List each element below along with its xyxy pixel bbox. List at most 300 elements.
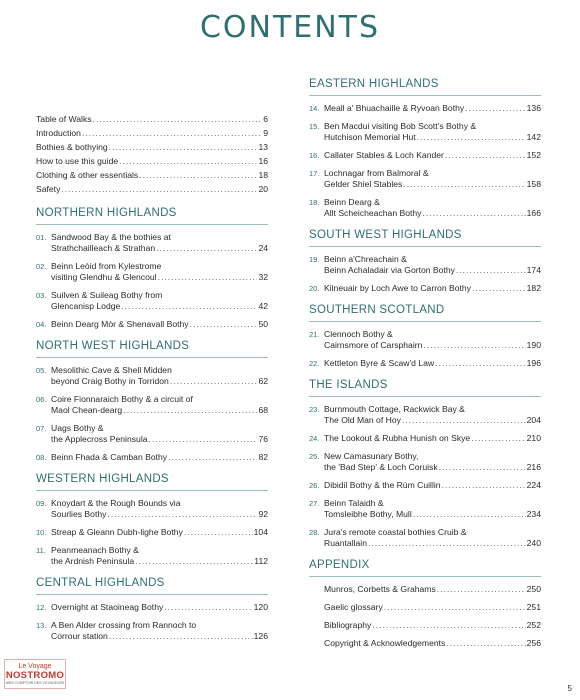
entry-title-line: Clennoch Bothy & (324, 329, 393, 339)
entry-body (36, 142, 268, 153)
dot-leader (439, 462, 526, 473)
front-matter-list (36, 114, 268, 195)
entry-title-line: Uags Bothy & (51, 423, 104, 433)
entry-number: 13. (36, 621, 47, 630)
entry-page: 142 (526, 132, 541, 142)
entry-title: Beinn Achaladair via Gorton Bothy (324, 265, 455, 275)
entry-leader-line (324, 132, 541, 143)
entry-page: 158 (526, 179, 541, 189)
toc-entry (36, 365, 268, 387)
section-heading: SOUTHERN SCOTLAND (309, 304, 541, 322)
entry-body (324, 329, 541, 351)
toc-entry (36, 423, 268, 445)
entry-page: 92 (258, 509, 268, 519)
dot-leader (417, 132, 526, 143)
entry-leader-line (36, 142, 268, 153)
entry-number: 03. (36, 291, 47, 300)
entry-leader-line (51, 243, 268, 254)
entry-title: Dibidil Bothy & the Rùm Cuillin (324, 480, 441, 490)
toc-entry (36, 545, 268, 567)
entry-page: 152 (526, 150, 541, 160)
entry-number: 07. (36, 424, 47, 433)
entry-body (51, 394, 268, 416)
entry-page: 42 (258, 301, 268, 311)
entry-leader-line (324, 620, 541, 631)
section-heading: CENTRAL HIGHLANDS (36, 577, 268, 595)
dot-leader (168, 452, 257, 463)
entry-leader-line (324, 265, 541, 276)
entry-title: Beinn Dearg Mòr & Shenavall Bothy (51, 319, 189, 329)
dot-leader (119, 156, 257, 167)
entry-body (324, 620, 541, 631)
toc-entry (309, 498, 541, 520)
entry-title: visiting Glendhu & Glencoul (51, 272, 157, 282)
entry-body (51, 545, 268, 567)
toc-entry (309, 358, 541, 369)
entry-page: 126 (253, 631, 268, 641)
entry-title: Munros, Corbetts & Grahams (324, 584, 436, 594)
dot-leader (184, 527, 253, 538)
entry-page: 190 (526, 340, 541, 350)
toc-entry (309, 283, 541, 294)
toc-entry (36, 394, 268, 416)
entry-body (51, 290, 268, 312)
entry-leader-line (36, 184, 268, 195)
entry-body (324, 602, 541, 613)
dot-leader (107, 509, 257, 520)
entry-number (309, 584, 324, 595)
entry-page: 18 (258, 170, 268, 180)
entry-body (51, 423, 268, 445)
toc-entry (309, 602, 541, 613)
entry-title-line: Ben Macdui visiting Bob Scott's Bothy & (324, 121, 477, 131)
toc-entry (309, 480, 541, 491)
entry-title: Bothies & bothying (36, 142, 108, 152)
entry-body (51, 261, 268, 283)
entry-title: beyond Craig Bothy in Torridon (51, 376, 169, 386)
toc-entry (309, 638, 541, 649)
entry-title-line: Knoydart & the Rough Bounds via (51, 498, 181, 508)
front-matter-entry (36, 170, 268, 181)
entry-leader-line (51, 301, 268, 312)
dot-leader (472, 283, 526, 294)
entry-page: 256 (526, 638, 541, 648)
entry-page: 251 (526, 602, 541, 612)
sections-left (36, 207, 268, 642)
entry-body (324, 168, 541, 190)
toc-entry (309, 254, 541, 276)
toc-entry (36, 232, 268, 254)
entry-page: 210 (526, 433, 541, 443)
entry-title: Cairnsmore of Carsphairn (324, 340, 423, 350)
toc-entry (36, 319, 268, 330)
entry-title: Maol Chean-dearg (51, 405, 123, 415)
dot-leader (149, 434, 258, 445)
entry-title-line: Beinn Talaidh & (324, 498, 384, 508)
entry-body (324, 197, 541, 219)
entry-page: 234 (526, 509, 541, 519)
entry-title: Hutchison Memorial Hut (324, 132, 416, 142)
dot-leader (158, 272, 258, 283)
entry-number: 27. (309, 499, 320, 508)
entry-body (324, 584, 541, 595)
entry-page: 9 (263, 128, 268, 138)
entry-body (324, 433, 541, 444)
entry-leader-line (36, 156, 268, 167)
entry-page: 62 (258, 376, 268, 386)
entry-page: 32 (258, 272, 268, 282)
entry-title: Table of Walks (36, 114, 92, 124)
entry-page: 6 (263, 114, 268, 124)
entry-body (324, 498, 541, 520)
entry-body (51, 498, 268, 520)
entry-number: 11. (36, 546, 46, 555)
dot-leader (170, 376, 258, 387)
entry-page: 216 (526, 462, 541, 472)
toc-entry (309, 451, 541, 473)
entry-title-line: Mesolithic Cave & Shell Midden (51, 365, 172, 375)
entry-number: 21. (309, 330, 320, 339)
entry-number: 09. (36, 499, 47, 508)
entry-number: 12. (36, 603, 47, 612)
entry-number: 25. (309, 452, 320, 461)
entry-body (36, 170, 268, 181)
toc-entry (36, 498, 268, 520)
dot-leader (445, 150, 526, 161)
entry-title: Glencanisp Lodge (51, 301, 121, 311)
entry-body (51, 620, 268, 642)
dot-leader (135, 556, 253, 567)
section-heading: WESTERN HIGHLANDS (36, 473, 268, 491)
entry-body (324, 638, 541, 649)
entry-page: 224 (526, 480, 541, 490)
nostromo-logo: Le Voyage NOSTROMO WEB COMPTOIR DES VOYAGEURS (4, 659, 66, 689)
toc-entry (309, 168, 541, 190)
toc-entry (309, 150, 541, 161)
toc-entry (36, 261, 268, 283)
entry-title: The Lookout & Rubha Hunish on Skye (324, 433, 471, 443)
entry-body (36, 128, 268, 139)
entry-leader-line (51, 319, 268, 330)
entry-title: Copyright & Acknowledgements (324, 638, 446, 648)
entry-title-line: Beinn Dearg & (324, 197, 380, 207)
toc-section (36, 577, 268, 642)
entry-page: 13 (258, 142, 268, 152)
entry-page: 50 (258, 319, 268, 329)
toc-section (309, 304, 541, 369)
entry-body (36, 114, 268, 125)
entry-leader-line (51, 602, 268, 613)
entry-number: 01. (36, 233, 47, 242)
entry-leader-line (324, 340, 541, 351)
entry-title: How to use this guide (36, 156, 119, 166)
entry-leader-line (324, 415, 541, 426)
entry-title: Bibliography (324, 620, 372, 630)
entry-title: Kilneuair by Loch Awe to Carron Bothy (324, 283, 471, 293)
entry-leader-line (36, 128, 268, 139)
entry-title: Corrour station (51, 631, 108, 641)
entry-number: 04. (36, 320, 47, 329)
entry-number: 16. (309, 151, 320, 160)
dot-leader (123, 405, 257, 416)
entry-title: the 'Bad Step' & Loch Coruisk (324, 462, 438, 472)
entry-number: 17. (309, 169, 320, 178)
toc-entry (309, 197, 541, 219)
entry-number: 28. (309, 528, 320, 537)
entry-number (309, 638, 324, 649)
entry-title: Streap & Gleann Dubh-lighe Bothy (51, 527, 183, 537)
entry-page: 104 (253, 527, 268, 537)
toc-section (309, 379, 541, 549)
entry-title: Meall a' Bhuachaille & Ryvoan Bothy (324, 103, 465, 113)
entry-leader-line (51, 405, 268, 416)
toc-entry (309, 103, 541, 114)
dot-leader (109, 142, 258, 153)
entry-body (51, 232, 268, 254)
entry-leader-line (51, 556, 268, 567)
entry-number: 10. (36, 528, 47, 537)
entry-page: 120 (253, 602, 268, 612)
entry-title-line: A Ben Alder crossing from Rannoch to (51, 620, 197, 630)
entry-body (324, 480, 541, 491)
entry-title: Kettleton Byre & Scaw'd Law (324, 358, 435, 368)
entry-body (324, 404, 541, 426)
entry-leader-line (324, 433, 541, 444)
entry-title-line: New Camasunary Bothy, (324, 451, 419, 461)
toc-entry (36, 602, 268, 613)
dot-leader (402, 415, 526, 426)
toc-entry (309, 433, 541, 444)
entry-leader-line (324, 509, 541, 520)
dot-leader (471, 433, 525, 444)
toc-entry (36, 620, 268, 642)
toc-entry (309, 404, 541, 426)
toc-entry (36, 452, 268, 463)
entry-leader-line (324, 283, 541, 294)
left-column (36, 78, 268, 652)
entry-number: 02. (36, 262, 47, 271)
entry-title-line: Sandwood Bay & the bothies at (51, 232, 171, 242)
entry-number (309, 620, 324, 631)
entry-number: 22. (309, 359, 320, 368)
entry-page: 76 (258, 434, 268, 444)
entry-title: Safety (36, 184, 61, 194)
entry-title: The Old Man of Hoy (324, 415, 401, 425)
dot-leader (422, 208, 525, 219)
entry-leader-line (36, 114, 268, 125)
toc-entry (309, 121, 541, 143)
entry-leader-line (324, 602, 541, 613)
entry-leader-line (51, 509, 268, 520)
section-heading: THE ISLANDS (309, 379, 541, 397)
dot-leader (93, 114, 263, 125)
entry-leader-line (324, 103, 541, 114)
entry-title: Callater Stables & Loch Kander (324, 150, 444, 160)
entry-leader-line (51, 527, 268, 538)
entry-body (36, 156, 268, 167)
section-heading: APPENDIX (309, 559, 541, 577)
entry-body (324, 527, 541, 549)
entry-page: 182 (526, 283, 541, 293)
front-matter-entry (36, 156, 268, 167)
front-matter-entry (36, 184, 268, 195)
entry-body (324, 254, 541, 276)
entry-leader-line (51, 272, 268, 283)
entry-leader-line (51, 631, 268, 642)
entry-title: Sourlies Bothy (51, 509, 107, 519)
dot-leader (465, 103, 525, 114)
entry-body (324, 150, 541, 161)
entry-title: the Ardnish Peninsula (51, 556, 135, 566)
entry-body (324, 358, 541, 369)
dot-leader (190, 319, 258, 330)
toc-section (36, 340, 268, 463)
entry-number: 08. (36, 453, 47, 462)
dot-leader (121, 301, 257, 312)
entry-leader-line (324, 462, 541, 473)
entry-number: 06. (36, 395, 47, 404)
entry-leader-line (51, 434, 268, 445)
entry-body (51, 527, 268, 538)
entry-title-line: Burnmouth Cottage, Rackwick Bay & (324, 404, 465, 414)
entry-body (51, 365, 268, 387)
entry-page: 204 (526, 415, 541, 425)
entry-page: 196 (526, 358, 541, 368)
entry-title-line: Suilven & Suileag Bothy from (51, 290, 163, 300)
dot-leader (384, 602, 526, 613)
toc-entry (309, 329, 541, 351)
section-heading: NORTHERN HIGHLANDS (36, 207, 268, 225)
dot-leader (82, 128, 262, 139)
entry-page: 16 (258, 156, 268, 166)
entry-body (324, 451, 541, 473)
section-heading: SOUTH WEST HIGHLANDS (309, 229, 541, 247)
dot-leader (109, 631, 253, 642)
section-heading: NORTH WEST HIGHLANDS (36, 340, 268, 358)
toc-entry (309, 584, 541, 595)
entry-page: 112 (254, 556, 268, 566)
entry-title: Allt Scheicheachan Bothy (324, 208, 422, 218)
entry-number: 20. (309, 284, 320, 293)
dot-leader (61, 184, 257, 195)
entry-body (51, 319, 268, 330)
entry-page: 250 (526, 584, 541, 594)
entry-body (36, 184, 268, 195)
entry-body (324, 283, 541, 294)
toc-section (309, 229, 541, 294)
toc-section (36, 207, 268, 330)
page-title: CONTENTS (199, 10, 381, 45)
dot-leader (456, 265, 526, 276)
entry-page: 136 (526, 103, 541, 113)
entry-leader-line (51, 452, 268, 463)
right-column (309, 78, 541, 659)
dot-leader (442, 480, 526, 491)
front-matter-entry (36, 128, 268, 139)
toc-entry (309, 527, 541, 549)
entry-title: Gaelic glossary (324, 602, 383, 612)
entry-body (324, 103, 541, 114)
entry-page: 24 (258, 243, 268, 253)
entry-number: 18. (309, 198, 320, 207)
entry-title: Ruantallain (324, 538, 367, 548)
entry-leader-line (324, 538, 541, 549)
toc-entry (36, 527, 268, 538)
entry-leader-line (324, 150, 541, 161)
entry-page: 174 (526, 265, 541, 275)
entry-page: 166 (526, 208, 541, 218)
entry-title-line: Beinn Leòid from Kylestrome (51, 261, 162, 271)
entry-number: 26. (309, 481, 320, 490)
toc-entry (309, 620, 541, 631)
entry-number: 23. (309, 405, 320, 414)
entry-page: 82 (258, 452, 268, 462)
entry-title: Tomsleibhe Bothy, Mull (324, 509, 412, 519)
entry-number: 24. (309, 434, 320, 443)
entry-title: Overnight at Staoineag Bothy (51, 602, 164, 612)
entry-body (324, 121, 541, 143)
entry-title: Strathchailleach & Strathan (51, 243, 156, 253)
entry-number: 19. (309, 255, 320, 264)
toc-section (36, 473, 268, 567)
entry-leader-line (324, 584, 541, 595)
entry-leader-line (324, 179, 541, 190)
entry-page: 252 (526, 620, 541, 630)
dot-leader (435, 358, 526, 369)
entry-title-line: Lochnagar from Balmoral & (324, 168, 429, 178)
entry-leader-line (324, 638, 541, 649)
dot-leader (437, 584, 526, 595)
dot-leader (423, 340, 525, 351)
dot-leader (446, 638, 525, 649)
entry-leader-line (324, 358, 541, 369)
dot-leader (403, 179, 525, 190)
entry-number: 15. (309, 122, 320, 131)
dot-leader (372, 620, 525, 631)
page-number: 5 (567, 684, 572, 693)
entry-body (51, 452, 268, 463)
sections-right (309, 78, 541, 649)
entry-number: 14. (309, 104, 320, 113)
dot-leader (139, 170, 257, 181)
entry-page: 68 (258, 405, 268, 415)
dot-leader (164, 602, 252, 613)
toc-section (309, 559, 541, 649)
entry-title-line: Jura's remote coastal bothies Cruib & (324, 527, 467, 537)
dot-leader (368, 538, 526, 549)
entry-leader-line (36, 170, 268, 181)
toc-section (309, 78, 541, 219)
toc-entry (36, 290, 268, 312)
front-matter-entry (36, 142, 268, 153)
front-matter-entry (36, 114, 268, 125)
entry-leader-line (324, 480, 541, 491)
entry-title-line: Peanmeanach Bothy & (51, 545, 139, 555)
entry-title: Introduction (36, 128, 81, 138)
entry-title: Beinn Fhada & Camban Bothy (51, 452, 168, 462)
section-heading: EASTERN HIGHLANDS (309, 78, 541, 96)
entry-number: 05. (36, 366, 47, 375)
entry-title-line: Coire Fionnaraich Bothy & a circuit of (51, 394, 193, 404)
entry-title-line: Beinn a'Chreachain & (324, 254, 407, 264)
entry-leader-line (324, 208, 541, 219)
entry-title: Clothing & other essentials (36, 170, 139, 180)
entry-page: 20 (258, 184, 268, 194)
dot-leader (413, 509, 526, 520)
entry-leader-line (51, 376, 268, 387)
entry-page: 240 (526, 538, 541, 548)
entry-number (309, 602, 324, 613)
